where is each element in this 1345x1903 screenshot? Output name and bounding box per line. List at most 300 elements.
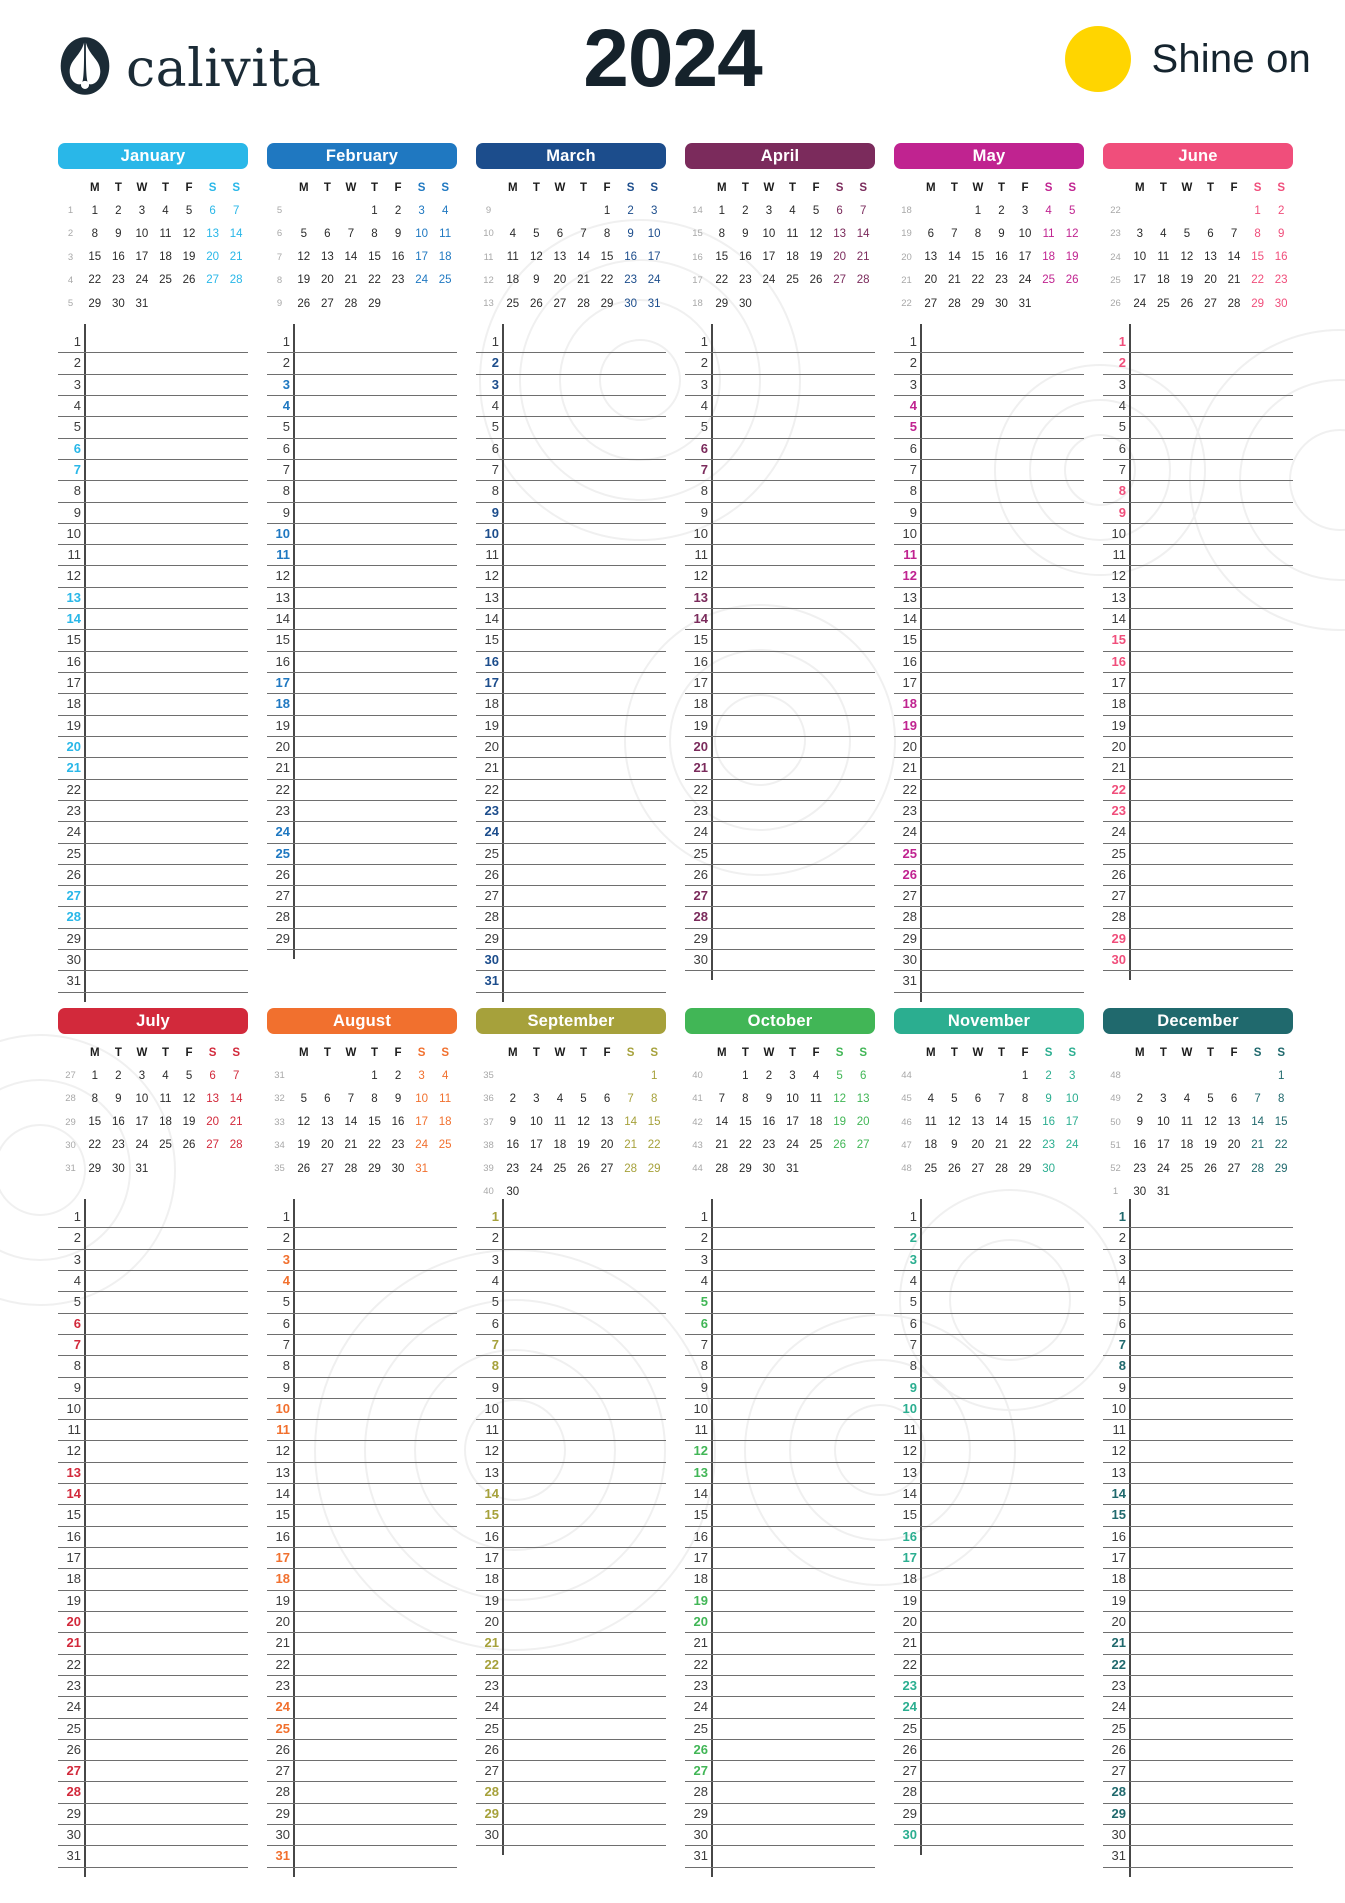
day-number: 30	[275, 1827, 290, 1843]
mini-week-row	[894, 199, 1084, 222]
date-cell: 22	[971, 274, 985, 287]
day-number: 2	[491, 355, 499, 371]
week-number: 49	[1110, 1093, 1121, 1105]
day-number: 17	[1111, 1550, 1126, 1565]
day-number: 26	[275, 1741, 290, 1757]
day-line-row	[894, 673, 1084, 694]
date-cell: 27	[553, 297, 567, 310]
weekday-header-row	[894, 176, 1084, 199]
date-cell: 20	[924, 274, 938, 287]
day-line-row	[267, 1825, 457, 1846]
day-number: 1	[909, 334, 917, 349]
date-cell: 9	[765, 1092, 773, 1105]
day-line-row	[1103, 460, 1293, 481]
weekday-header-row	[1103, 176, 1293, 199]
day-number: 22	[902, 1656, 917, 1672]
day-line-row	[58, 652, 248, 673]
date-cell: 19	[297, 274, 311, 287]
weekday-header-row	[58, 1041, 248, 1064]
day-line-row	[894, 780, 1084, 801]
day-line-row	[476, 1612, 666, 1633]
date-cell: 5	[300, 227, 307, 240]
day-line-row	[267, 1228, 457, 1249]
date-cell: 3	[138, 1069, 146, 1082]
day-line-row	[685, 588, 875, 609]
date-cell: 6	[324, 1092, 331, 1105]
date-cell: 30	[111, 1162, 125, 1175]
day-line-row	[476, 1719, 666, 1740]
day-line-row	[685, 1825, 875, 1846]
day-line-row	[685, 1782, 875, 1803]
day-line-row	[476, 694, 666, 715]
mini-calendar	[267, 176, 457, 315]
month-header	[685, 1008, 875, 1034]
date-cell: 31	[786, 1162, 799, 1175]
day-number: 4	[1118, 1272, 1126, 1288]
day-number: 5	[491, 419, 499, 435]
day-number: 10	[66, 1400, 81, 1416]
day-number: 31	[1111, 1848, 1126, 1864]
date-cell: 24	[529, 1162, 543, 1175]
day-line-row	[58, 460, 248, 481]
weekday-label: T	[370, 181, 378, 194]
mini-week-row	[267, 199, 457, 222]
day-number: 7	[700, 461, 708, 477]
day-number: 11	[903, 1422, 917, 1438]
date-cell: 23	[1274, 274, 1288, 287]
weekday-label: T	[114, 1046, 122, 1059]
date-cell: 31	[135, 297, 149, 310]
date-cell: 1	[974, 204, 982, 217]
day-line-row	[1103, 844, 1293, 865]
day-list	[894, 1207, 1084, 1846]
day-line-row	[685, 716, 875, 737]
date-cell: 14	[856, 227, 870, 240]
date-cell: 31	[647, 297, 661, 310]
day-number: 23	[693, 802, 708, 818]
day-line-row	[476, 673, 666, 694]
date-cell: 19	[182, 1116, 196, 1129]
day-number: 12	[693, 1443, 708, 1459]
day-number: 2	[700, 355, 708, 371]
day-line-row	[894, 1676, 1084, 1697]
day-line-row	[476, 1228, 666, 1249]
date-cell: 31	[135, 1162, 149, 1175]
date-cell: 25	[924, 1162, 938, 1175]
day-line-row	[685, 1335, 875, 1356]
mini-week-row	[267, 222, 457, 245]
day-line-row	[685, 353, 875, 374]
mini-calendar	[58, 1041, 248, 1180]
weekday-header-row	[685, 176, 875, 199]
mini-calendar	[685, 1041, 875, 1180]
day-number: 10	[484, 1400, 499, 1416]
day-number: 13	[66, 1464, 81, 1480]
day-line-row	[685, 1292, 875, 1313]
date-cell: 15	[368, 251, 381, 264]
day-line-row	[1103, 822, 1293, 843]
weekday-label: S	[232, 181, 240, 194]
day-line-row	[685, 1612, 875, 1633]
date-cell: 17	[647, 251, 661, 264]
day-number: 16	[693, 653, 708, 669]
date-cell: 14	[995, 1116, 1008, 1129]
week-number: 40	[692, 1070, 703, 1082]
mini-week-row	[476, 222, 666, 245]
day-line-row	[58, 1846, 248, 1867]
day-line-row	[894, 630, 1084, 651]
day-number: 2	[282, 1230, 290, 1246]
day-number: 27	[66, 1763, 81, 1779]
date-cell: 12	[809, 227, 823, 240]
month-panel	[1103, 1008, 1293, 1864]
day-number: 2	[909, 1230, 917, 1246]
mini-week-row	[685, 1064, 875, 1087]
day-number: 30	[66, 952, 81, 968]
day-number: 15	[693, 632, 708, 648]
day-number: 30	[693, 952, 708, 968]
day-line-row	[685, 737, 875, 758]
day-line-row	[894, 1207, 1084, 1228]
date-cell: 2	[394, 204, 402, 217]
date-cell: 20	[1204, 274, 1217, 287]
day-number: 19	[1111, 717, 1126, 733]
date-cell: 30	[624, 297, 637, 310]
day-number: 4	[282, 1272, 290, 1288]
day-number: 18	[484, 696, 499, 712]
weekday-label: T	[532, 181, 540, 194]
date-cell: 27	[924, 297, 938, 310]
tagline-text: Shine on	[1151, 36, 1311, 81]
date-cell: 12	[297, 1116, 311, 1129]
weekday-label: S	[626, 181, 635, 194]
day-number: 11	[1112, 547, 1126, 563]
date-cell: 7	[859, 204, 867, 217]
day-line-row	[267, 1740, 457, 1761]
date-cell: 5	[185, 204, 193, 217]
day-number: 16	[902, 653, 917, 669]
day-number: 20	[693, 738, 708, 754]
date-cell: 1	[91, 204, 98, 217]
day-number: 19	[693, 1592, 708, 1608]
day-line-row	[476, 545, 666, 566]
day-line-row	[267, 609, 457, 630]
date-cell: 24	[415, 274, 428, 287]
day-line-row	[267, 1633, 457, 1654]
day-line-row	[1103, 694, 1293, 715]
day-line-row	[1103, 1548, 1293, 1569]
week-number: 45	[901, 1093, 912, 1105]
mini-week-row	[894, 1111, 1084, 1134]
day-line-row	[476, 1782, 666, 1803]
day-number: 18	[66, 1571, 81, 1587]
weekday-label: M	[716, 181, 727, 194]
day-list	[1103, 1207, 1293, 1868]
weekday-label: S	[417, 1046, 426, 1059]
day-line-row	[685, 1719, 875, 1740]
date-cell: 10	[415, 227, 428, 240]
date-cell: 25	[438, 274, 452, 287]
day-number: 27	[484, 888, 499, 904]
day-number: 3	[1118, 1251, 1126, 1267]
day-line-row	[58, 1207, 248, 1228]
week-number: 30	[65, 1139, 76, 1151]
date-cell: 29	[368, 297, 381, 310]
day-line-row	[58, 929, 248, 950]
day-number: 12	[275, 1443, 290, 1459]
month-header	[58, 143, 248, 169]
day-line-row	[894, 1782, 1084, 1803]
week-number: 39	[483, 1163, 494, 1175]
date-cell: 25	[159, 1139, 172, 1152]
date-cell: 22	[647, 1139, 661, 1152]
day-number: 12	[66, 568, 81, 584]
date-cell: 2	[627, 204, 634, 217]
date-cell: 2	[742, 204, 749, 217]
date-cell: 20	[320, 274, 334, 287]
date-cell: 19	[1204, 1139, 1217, 1152]
weekday-label: S	[232, 1046, 240, 1059]
weekday-header-row	[476, 1041, 666, 1064]
day-line-row	[58, 1825, 248, 1846]
day-line-row	[267, 865, 457, 886]
day-number: 31	[66, 973, 81, 989]
day-line-row	[476, 1548, 666, 1569]
date-cell: 28	[715, 1162, 729, 1175]
weekday-label: S	[1253, 1046, 1262, 1059]
date-cell: 6	[974, 1092, 982, 1105]
day-line-row	[476, 1505, 666, 1526]
day-line-row	[1103, 1633, 1293, 1654]
month-header	[58, 1008, 248, 1034]
day-line-row	[685, 950, 875, 971]
day-number: 24	[1111, 824, 1126, 840]
week-number: 9	[276, 298, 283, 310]
date-cell: 12	[182, 227, 196, 240]
day-line-row	[267, 716, 457, 737]
month-panel	[1103, 143, 1293, 978]
day-line-row	[894, 1399, 1084, 1420]
date-cell: 19	[182, 251, 196, 264]
day-number: 7	[73, 461, 81, 477]
mini-calendar	[476, 176, 666, 315]
day-number: 23	[484, 1677, 499, 1693]
weekday-label: T	[1206, 181, 1214, 194]
day-line-row	[894, 950, 1084, 971]
day-number: 17	[66, 675, 81, 690]
day-number: 26	[693, 866, 708, 882]
weekday-label: S	[859, 181, 867, 194]
day-number: 28	[693, 909, 708, 925]
mini-week-row	[1103, 1157, 1293, 1180]
day-line-row	[685, 844, 875, 865]
date-cell: 12	[1204, 1116, 1217, 1129]
day-number: 5	[1118, 419, 1126, 435]
day-line-row	[1103, 1314, 1293, 1335]
date-cell: 3	[1068, 1069, 1076, 1082]
date-cell: 9	[1136, 1116, 1143, 1129]
day-line-row	[58, 1569, 248, 1590]
day-line-row	[476, 566, 666, 587]
day-number: 10	[275, 525, 290, 541]
week-number: 48	[901, 1163, 912, 1175]
day-line-row	[1103, 716, 1293, 737]
weekday-label: F	[185, 1046, 193, 1059]
mini-week-row	[267, 269, 457, 292]
day-number: 8	[282, 1358, 290, 1374]
day-line-row	[685, 566, 875, 587]
day-line-row	[685, 673, 875, 694]
day-number: 28	[1111, 909, 1126, 925]
day-number: 26	[1111, 866, 1126, 882]
date-cell: 14	[947, 251, 961, 264]
day-line-row	[894, 822, 1084, 843]
weekday-label: W	[972, 181, 984, 194]
day-line-row	[58, 353, 248, 374]
day-line-row	[894, 609, 1084, 630]
mini-week-row	[267, 1111, 457, 1134]
day-number: 2	[491, 1230, 499, 1246]
weekday-label: S	[859, 1046, 867, 1059]
date-cell: 6	[209, 1069, 216, 1082]
day-line-row	[267, 375, 457, 396]
day-line-row	[58, 1633, 248, 1654]
day-number: 10	[902, 525, 917, 541]
day-number: 2	[73, 1230, 81, 1246]
day-line-row	[476, 1335, 666, 1356]
day-line-row	[267, 1846, 457, 1867]
day-number: 16	[1111, 653, 1126, 669]
day-line-row	[1103, 1271, 1293, 1292]
day-line-row	[267, 545, 457, 566]
week-number: 35	[274, 1163, 285, 1175]
date-cell: 9	[509, 1116, 516, 1129]
day-line-row	[476, 1655, 666, 1676]
day-line-row	[894, 460, 1084, 481]
date-cell: 3	[418, 1069, 425, 1082]
day-line-row	[476, 1356, 666, 1377]
date-cell: 30	[738, 297, 752, 310]
date-cell: 19	[809, 251, 823, 264]
day-number: 23	[1111, 802, 1126, 818]
day-number: 20	[275, 738, 290, 754]
date-cell: 9	[115, 227, 122, 240]
day-number: 30	[484, 1827, 499, 1843]
week-number: 35	[483, 1070, 494, 1082]
day-number: 1	[73, 334, 81, 349]
weekday-label: T	[1206, 1046, 1214, 1059]
date-cell: 1	[371, 204, 378, 217]
day-number: 2	[700, 1230, 708, 1246]
week-number: 21	[901, 274, 912, 286]
date-cell: 18	[809, 1116, 823, 1129]
day-number: 14	[902, 1486, 917, 1502]
date-cell: 17	[1018, 251, 1032, 264]
day-number: 25	[275, 1720, 290, 1736]
date-cell: 6	[927, 227, 934, 240]
date-cell: 9	[394, 1092, 402, 1105]
date-cell: 23	[995, 274, 1008, 287]
day-number: 24	[275, 824, 290, 840]
logo-wordmark: calivita	[126, 38, 322, 99]
day-line-row	[476, 332, 666, 353]
day-line-row	[1103, 1719, 1293, 1740]
day-line-row	[685, 1420, 875, 1441]
day-number: 22	[693, 781, 708, 797]
date-cell: 15	[1274, 1116, 1288, 1129]
day-line-row	[267, 1655, 457, 1676]
day-line-row	[476, 929, 666, 950]
date-cell: 5	[580, 1092, 587, 1105]
weekday-label: W	[554, 1046, 566, 1059]
day-number: 12	[1111, 568, 1126, 584]
date-cell: 19	[297, 1139, 311, 1152]
day-number: 25	[66, 845, 81, 861]
day-line-row	[476, 1527, 666, 1548]
day-line-row	[476, 1761, 666, 1782]
day-number: 2	[73, 355, 81, 371]
date-cell: 26	[182, 1139, 196, 1152]
day-line-row	[267, 332, 457, 353]
date-cell: 28	[624, 1162, 637, 1175]
day-number: 30	[66, 1827, 81, 1843]
day-number: 21	[693, 760, 708, 776]
day-line-row	[1103, 481, 1293, 502]
date-cell: 31	[1156, 1185, 1170, 1198]
day-number: 6	[909, 1315, 917, 1331]
date-cell: 21	[1227, 274, 1241, 287]
day-number: 26	[484, 1741, 499, 1757]
weekday-label: T	[1159, 181, 1167, 194]
day-line-row	[476, 630, 666, 651]
day-line-row	[267, 1591, 457, 1612]
day-line-row	[685, 417, 875, 438]
date-cell: 24	[1133, 297, 1147, 310]
weekday-label: W	[763, 1046, 775, 1059]
week-number: 31	[274, 1070, 285, 1082]
date-cell: 11	[810, 1092, 822, 1105]
day-number: 6	[491, 1315, 499, 1331]
day-number: 21	[1111, 760, 1126, 776]
day-line-row	[476, 886, 666, 907]
day-number: 11	[67, 547, 81, 563]
day-line-row	[894, 1378, 1084, 1399]
date-cell: 10	[529, 1116, 543, 1129]
day-number: 14	[484, 611, 499, 627]
day-number: 2	[282, 355, 290, 371]
date-cell: 26	[1180, 297, 1194, 310]
date-cell: 20	[600, 1139, 614, 1152]
day-line-row	[685, 545, 875, 566]
date-cell: 9	[394, 227, 402, 240]
date-cell: 13	[320, 251, 334, 264]
weekday-label: S	[441, 1046, 449, 1059]
date-cell: 27	[971, 1162, 985, 1175]
day-number: 21	[902, 760, 917, 776]
date-cell: 8	[974, 227, 982, 240]
day-line-row	[58, 971, 248, 992]
day-line-row	[267, 417, 457, 438]
day-line-row	[476, 1569, 666, 1590]
date-cell: 22	[1018, 1139, 1032, 1152]
weekday-label: W	[136, 181, 148, 194]
day-number: 15	[66, 632, 81, 648]
day-line-row	[685, 1655, 875, 1676]
weekday-label: F	[603, 181, 611, 194]
date-cell: 26	[1204, 1162, 1217, 1175]
day-line-row	[1103, 524, 1293, 545]
day-line-row	[685, 460, 875, 481]
